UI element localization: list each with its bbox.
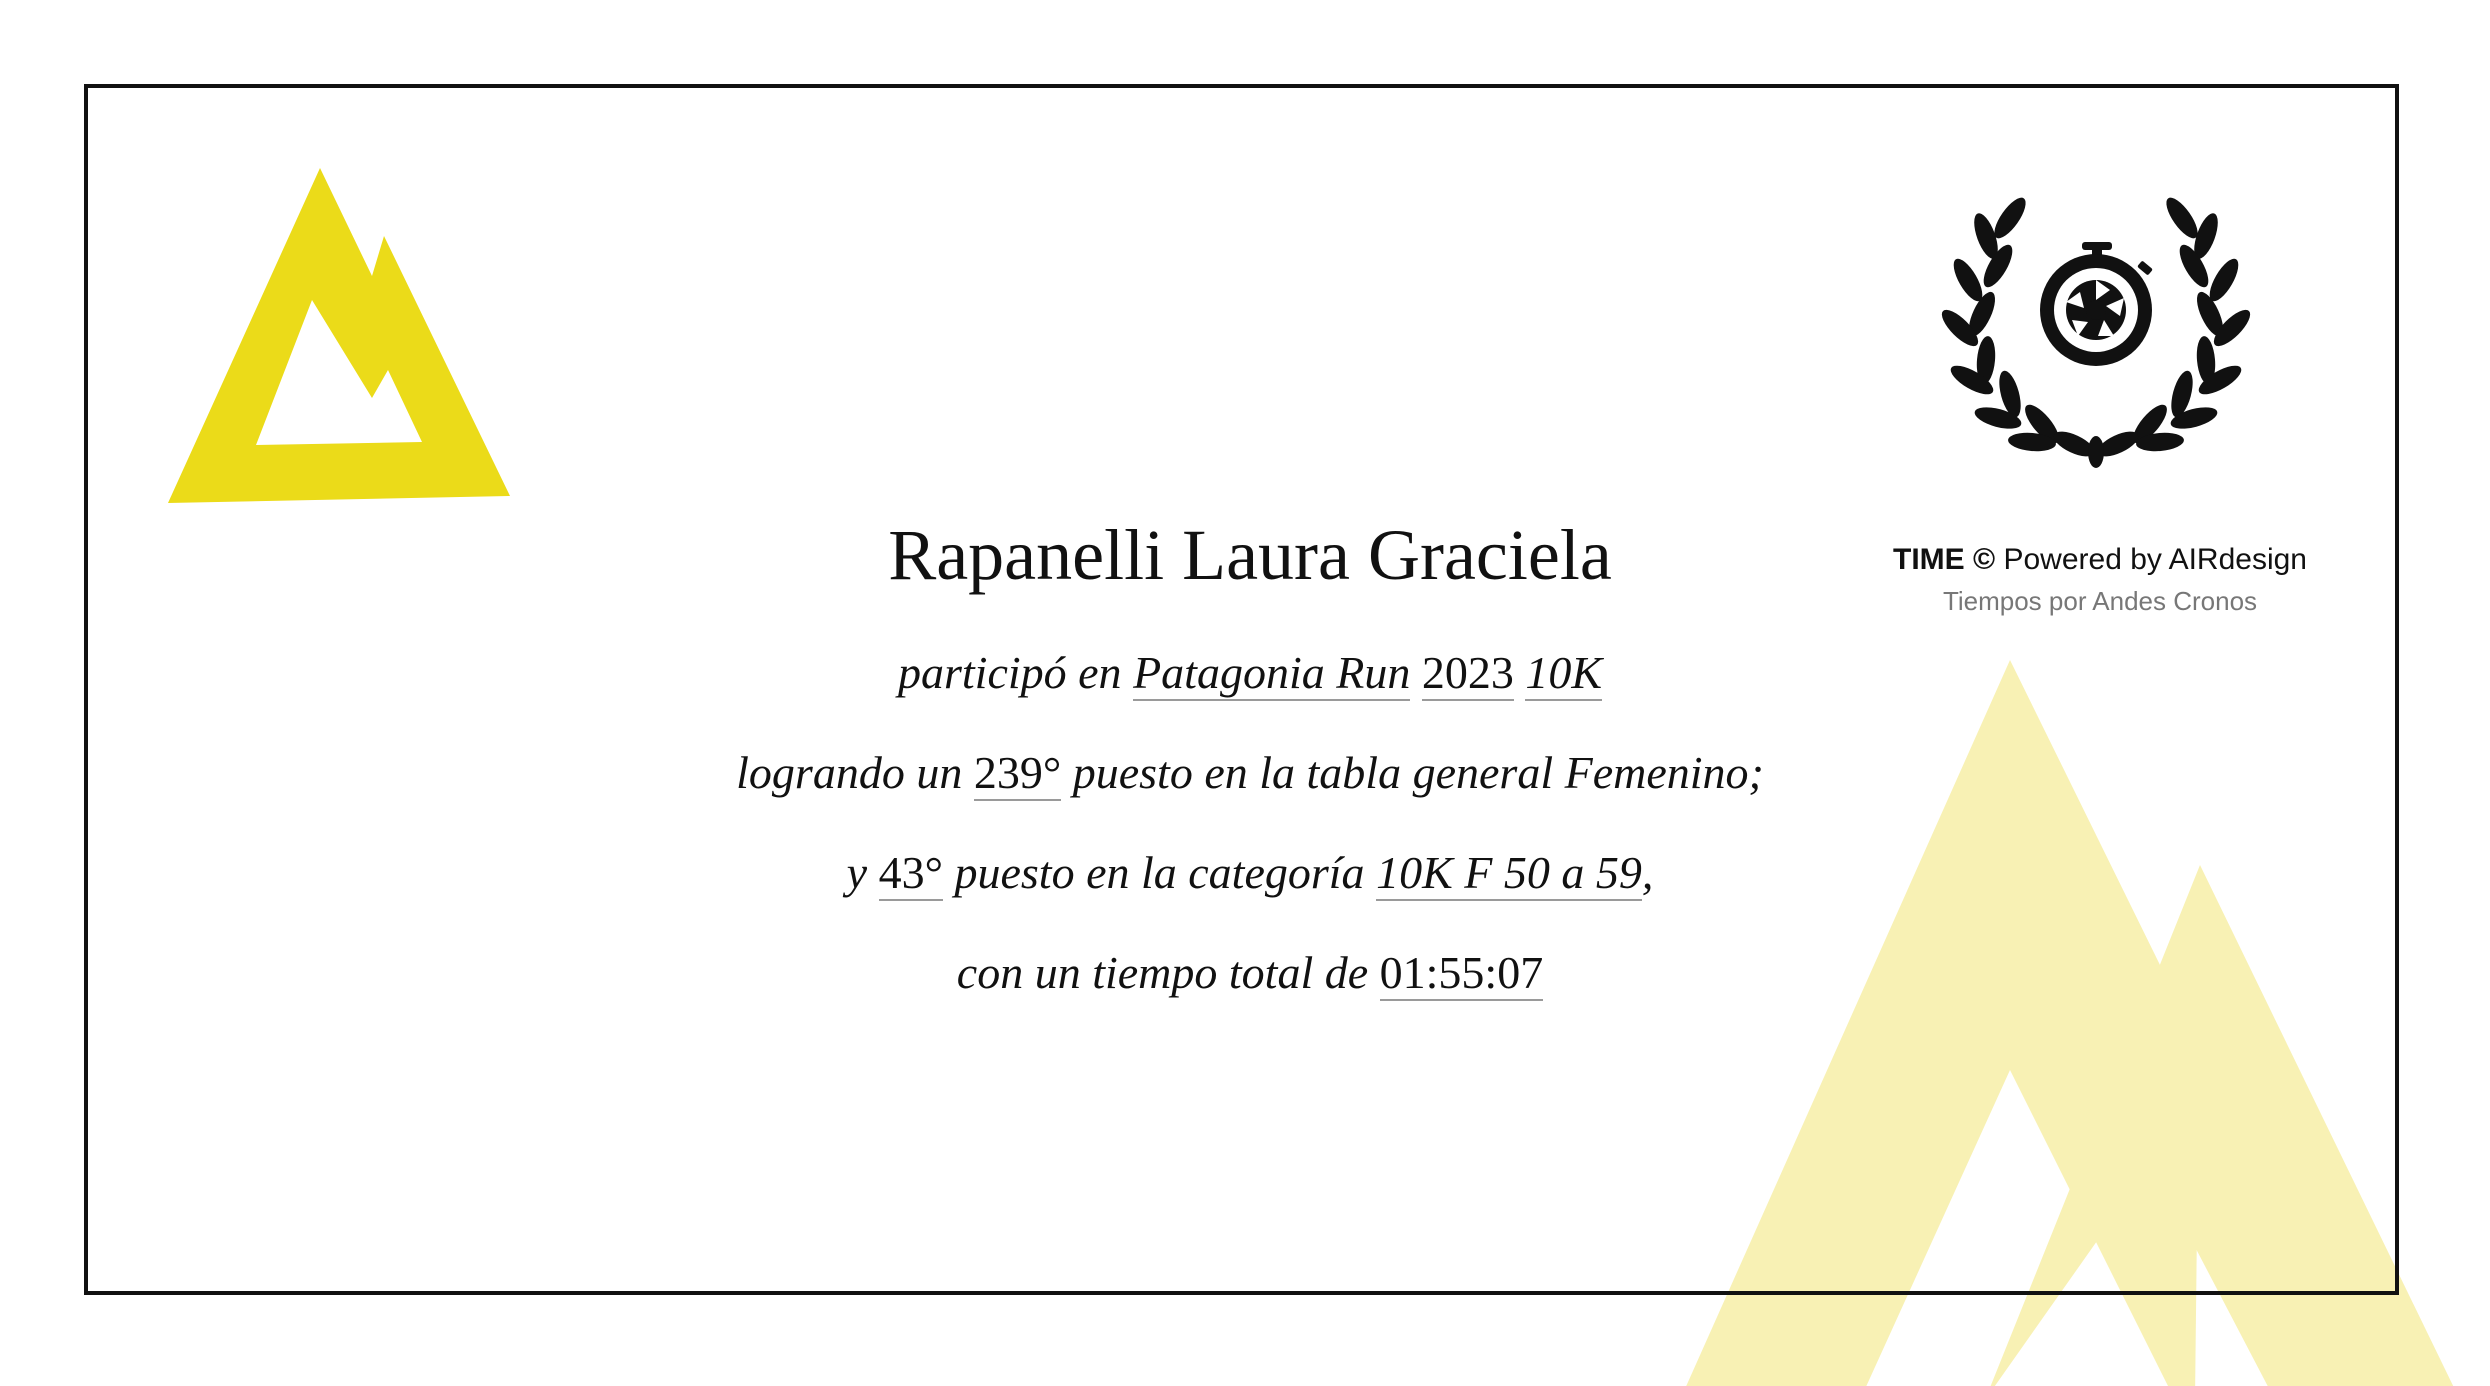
certificate-line-total-time: [480, 943, 2020, 1003]
general-position-value: 239°: [974, 747, 1061, 801]
brand-powered-label: Powered by AIRdesign: [2003, 543, 2307, 576]
certificate-line-event: [480, 643, 2020, 703]
general-position-prefix: logrando un: [736, 747, 963, 798]
category-position-value: 43°: [879, 847, 943, 901]
event-name: Patagonia Run: [1133, 647, 1410, 701]
general-position-suffix: puesto en la tabla general Femenino;: [1072, 747, 1764, 798]
brand-time-label: TIME ©: [1893, 543, 1996, 576]
certificate-line-general-position: [480, 743, 2020, 803]
mountain-logo-icon: [168, 168, 513, 508]
mountain-logo-shape: [168, 168, 510, 503]
event-year: 2023: [1422, 647, 1514, 701]
total-time-value: 01:55:07: [1380, 947, 1544, 1001]
certificate-line-category-position: [480, 843, 2020, 903]
category-name: 10K F 50 a 59: [1376, 847, 1642, 901]
event-distance: 10K: [1525, 647, 1602, 701]
category-suffix: ,: [1641, 847, 1654, 898]
laurel-stopwatch-icon: [1938, 188, 2254, 468]
total-time-prefix: con un tiempo total de: [956, 947, 1369, 998]
event-prefix: participó en: [897, 647, 1122, 698]
certificate-content: [480, 505, 2020, 1043]
participant-name: Rapanelli Laura Graciela: [888, 515, 1612, 595]
category-position-prefix: y: [846, 847, 868, 898]
category-position-middle: puesto en la categoría: [954, 847, 1365, 898]
brand-sub-label: Tiempos por Andes Cronos: [1942, 586, 2258, 616]
stopwatch-icon: [2040, 242, 2153, 366]
